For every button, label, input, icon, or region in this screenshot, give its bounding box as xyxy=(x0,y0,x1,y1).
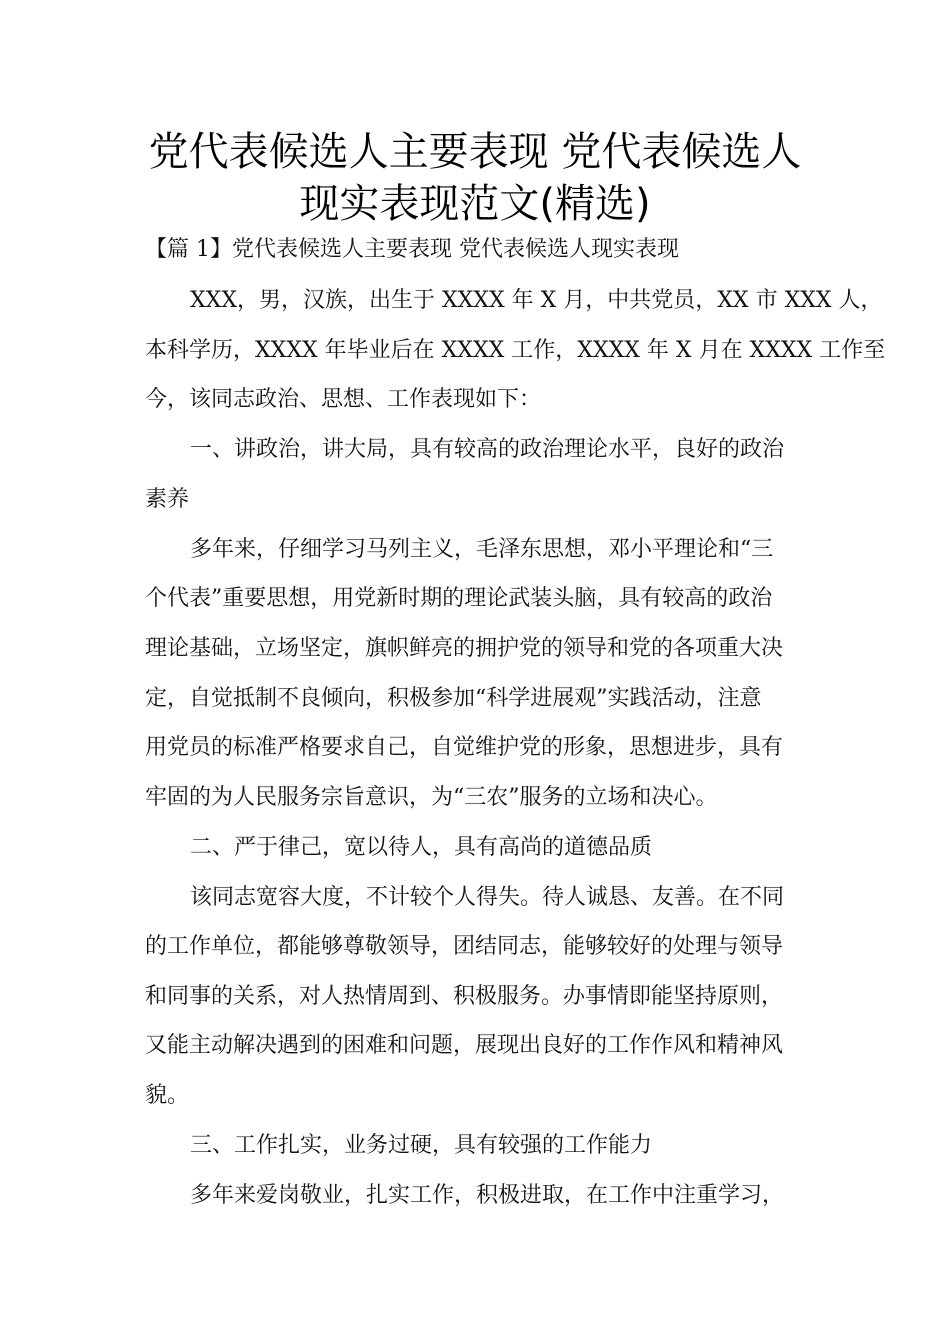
paragraph-line: 牢固的为人民服务宗旨意识，为“三农”服务的立场和决心。 xyxy=(145,785,718,810)
paragraph-line: 貌。 xyxy=(145,1083,190,1108)
document-title-line-1: 党代表候选人主要表现 党代表候选人 xyxy=(148,129,802,175)
paragraph-line: 本科学历，XXXX 年毕业后在 XXXX 工作，XXXX 年 X 月在 XXXX 工作至 xyxy=(145,338,886,363)
subheading-line: 二、严于律己，宽以待人，具有高尚的道德品质 xyxy=(190,835,653,860)
paragraph-line: 又能主动解决遇到的困难和问题，展现出良好的工作作风和精神风 xyxy=(145,1033,784,1058)
section-heading: 【篇 1】党代表候选人主要表现 党代表候选人现实表现 xyxy=(145,237,679,262)
paragraph-line: 理论基础，立场坚定，旗帜鲜亮的拥护党的领导和党的各项重大决 xyxy=(145,636,784,661)
subheading-line: 三、工作扎实，业务过硬，具有较强的工作能力 xyxy=(190,1133,653,1158)
paragraph-line: 今，该同志政治、思想、工作表现如下： xyxy=(145,387,542,412)
paragraph-line: XXX，男，汉族，出生于 XXXX 年 X 月，中共党员，XX 市 XXX 人， xyxy=(190,288,883,313)
paragraph-line: 用党员的标准严格要求自己，自觉维护党的形象，思想进步，具有 xyxy=(145,735,784,760)
paragraph-line: 该同志宽容大度，不计较个人得失。待人诚恳、友善。在不同 xyxy=(190,885,785,910)
paragraph-line: 的工作单位，都能够尊敬领导，团结同志，能够较好的处理与领导 xyxy=(145,934,784,959)
paragraph-line: 多年来，仔细学习马列主义，毛泽东思想，邓小平理论和“三 xyxy=(190,537,774,562)
paragraph-line: 个代表”重要思想，用党新时期的理论武装头脑，具有较高的政治 xyxy=(145,586,773,611)
subheading-line: 一、讲政治，讲大局，具有较高的政治理论水平，良好的政治 xyxy=(190,437,785,462)
paragraph-line: 定，自觉抵制不良倾向，积极参加“科学进展观”实践活动，注意 xyxy=(145,686,762,711)
paragraph-line: 多年来爱岗敬业，扎实工作，积极进取，在工作中注重学习， xyxy=(190,1183,785,1208)
document-title-line-2: 现实表现范文(精选) xyxy=(299,181,651,227)
paragraph-line: 和同事的关系，对人热情周到、积极服务。办事情即能坚持原则， xyxy=(145,984,784,1009)
subheading-line: 素养 xyxy=(145,487,190,512)
